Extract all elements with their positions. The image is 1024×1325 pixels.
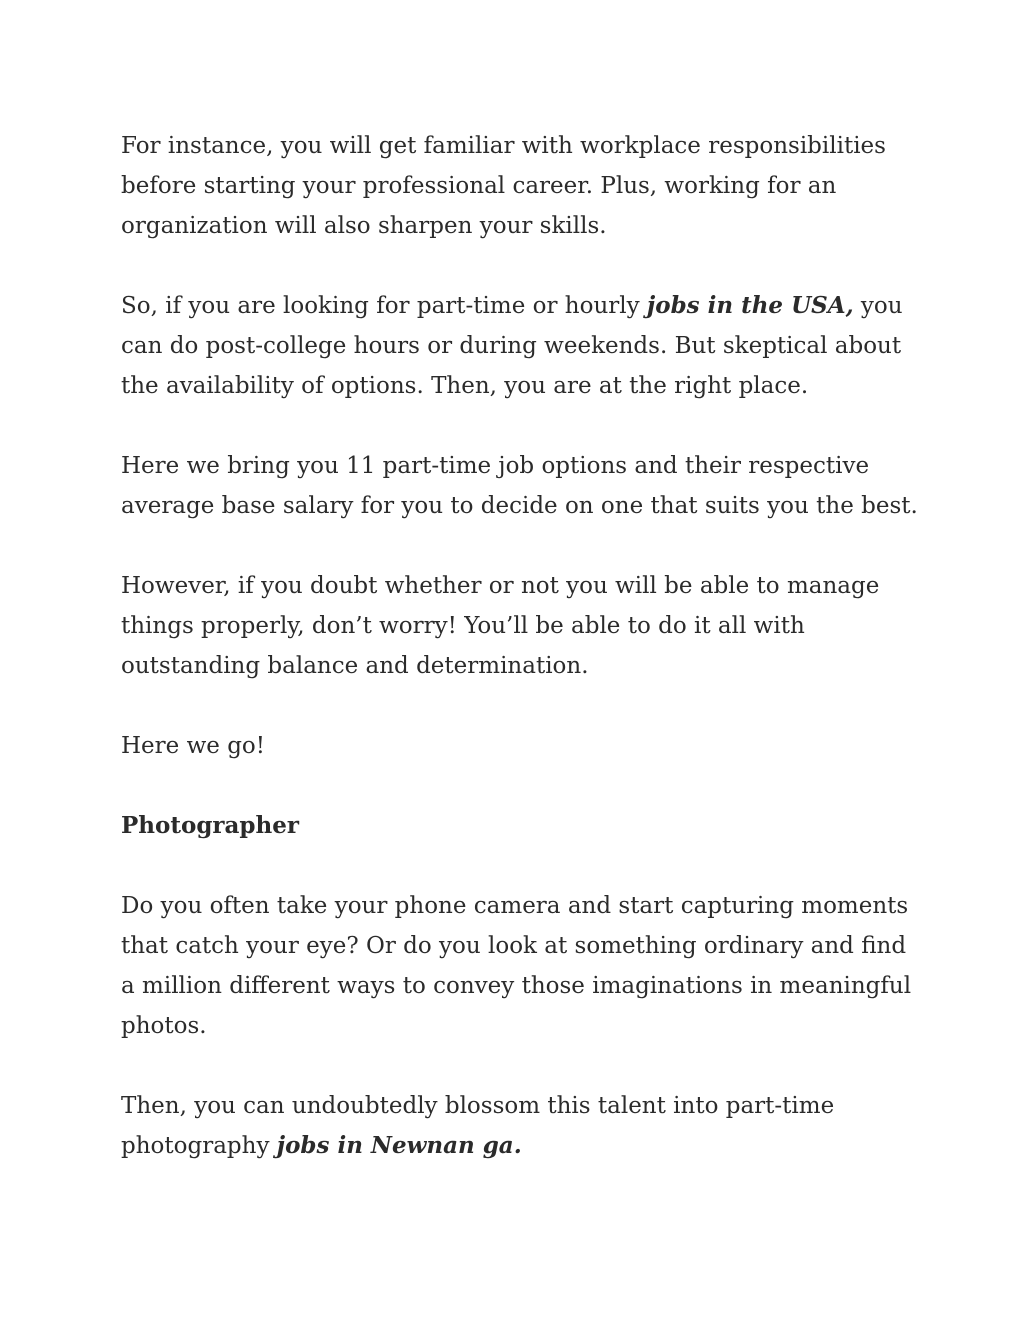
paragraph-here-we-go: Here we go! — [121, 733, 266, 759]
jobs-newnan-link-text: jobs in Newnan ga. — [276, 1132, 522, 1159]
paragraph-balance: However, if you doubt whether or not you will be able to manage things properly, don’t worry! You’ll be able to do it all with outstanding balance and determination. — [121, 573, 880, 679]
paragraph-jobs-usa — [121, 286, 921, 406]
paragraph-photographer-jobs — [121, 1086, 921, 1166]
section-heading-photographer: Photographer — [121, 812, 299, 839]
paragraph-photographer-intro: Do you often take your phone camera and start capturing moments that catch your eye? Or do you look at something ordinary and find a million different ways to convey those imaginations in meaningful photos. — [121, 893, 912, 1039]
document-body — [121, 126, 921, 1206]
paragraph-text: Then, you can undoubtedly blossom this talent into part-time photography — [121, 1093, 835, 1159]
jobs-usa-link-text: jobs in the USA, — [646, 292, 854, 319]
paragraph-text: you can do post-college hours or during weekends. But skeptical about the availability of options. Then, you are at the right place. — [121, 293, 903, 399]
paragraph-options: Here we bring you 11 part-time job options and their respective average base salary for you to decide on one that suits you the best. — [121, 453, 918, 519]
paragraph-intro: For instance, you will get familiar with workplace responsibilities before starting your professional career. Plus, working for an organization will also sharpen your skills. — [121, 133, 886, 239]
paragraph-text: So, if you are looking for part-time or hourly — [121, 293, 647, 319]
